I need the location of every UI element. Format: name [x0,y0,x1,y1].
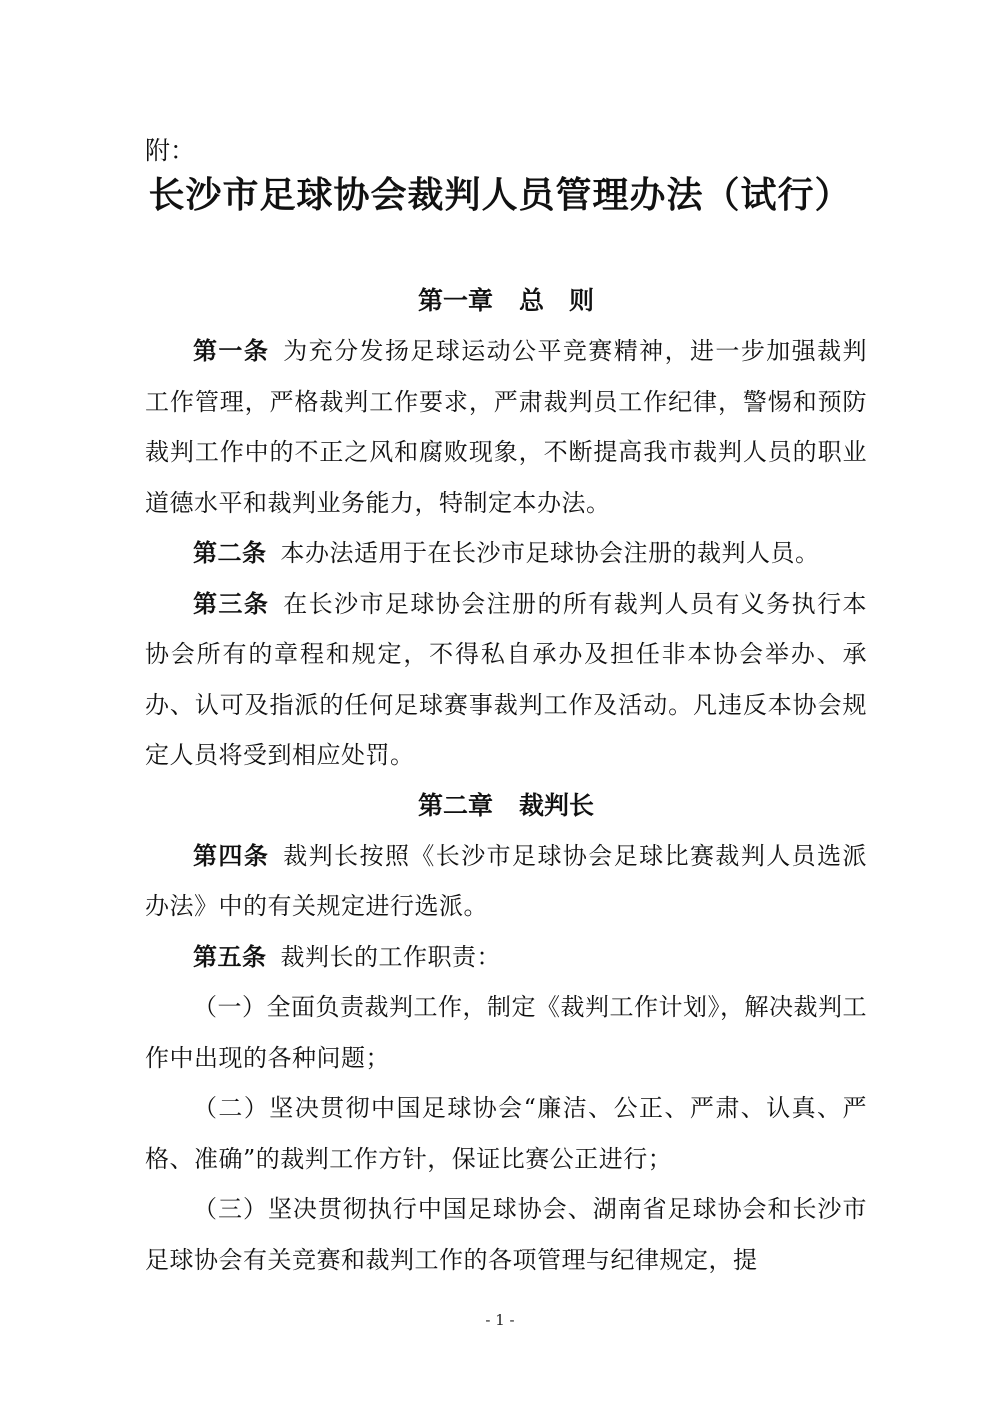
article-label: 第二条 [193,539,267,567]
article-text-line: 为充分发扬足球运动公平竞赛精神，进一步加强裁 [283,337,843,365]
duty-item-3 [145,1184,867,1285]
chapter-number: 第一章 [417,286,493,315]
article-text-line: 裁判长按照《长沙市足球协会足球比赛裁判人员选 [283,841,843,870]
chapter-heading-1 [145,276,867,326]
duty-item-2 [145,1083,867,1184]
chapter-name: 裁判长 [519,790,595,820]
article-text-line: 办、承办、认可及指派的任何足球赛事裁判工作及活动。凡违 [145,640,868,719]
article-label: 第一条 [193,337,270,365]
document-title: 长沙市足球协会裁判人员管理办法（试行） [148,175,852,216]
article-text-line: 反本协会规定人员将受到相应处罚。 [145,690,868,769]
attachment-label: 附： [145,136,196,165]
duty-text-line: 沙市足球协会有关竞赛和裁判工作的各项管理与纪律规定，提 [145,1195,868,1274]
article-text-line: 裁判长的工作职责： [280,942,501,971]
article-3 [145,579,867,781]
article-label: 第四条 [193,841,270,870]
article-text-line: 人员的职业道德水平和裁判业务能力，特制定本办法。 [145,438,868,517]
article-label: 第五条 [193,942,267,971]
duty-text-line: （二）坚决贯彻中国足球协会“廉洁、公正、严肃、认真、 [193,1094,843,1122]
article-1 [145,326,867,528]
article-label: 第三条 [193,589,270,618]
chapter-name: 总 则 [519,286,595,315]
chapter-number: 第二章 [417,790,493,820]
chapter-heading-2 [145,781,867,831]
article-5 [145,932,867,983]
duty-text-line: 判工作中出现的各种问题； [145,993,867,1072]
duty-text-line: （三）坚决贯彻执行中国足球协会、湖南省足球协会和长 [193,1195,818,1223]
article-text-line: 本办法适用于在长沙市足球协会注册的裁判人员。 [280,539,820,567]
document-body [145,276,867,1285]
duty-text-line: （一）全面负责裁判工作，制定《裁判工作计划》，解决裁 [193,993,818,1021]
article-text-line: 行本协会所有的章程和规定，不得私自承办及担任非本协会举 [145,589,868,668]
article-text-line: 和预防裁判工作中的不正之风和腐败现象，不断提高我市裁判 [145,387,868,466]
article-text-line: 在长沙市足球协会注册的所有裁判人员有义务执 [283,589,818,618]
duty-item-1 [145,982,867,1083]
article-4 [145,831,867,932]
article-2 [145,528,867,579]
page-number: - 1 - [485,1311,515,1329]
article-text-line: 判工作管理，严格裁判工作要求，严肃裁判员工作纪律，警惕 [145,337,868,416]
article-text-line: 派办法》中的有关规定进行选派。 [145,841,868,920]
duty-text-line: 严格、准确”的裁判工作方针，保证比赛公正进行； [145,1094,867,1173]
